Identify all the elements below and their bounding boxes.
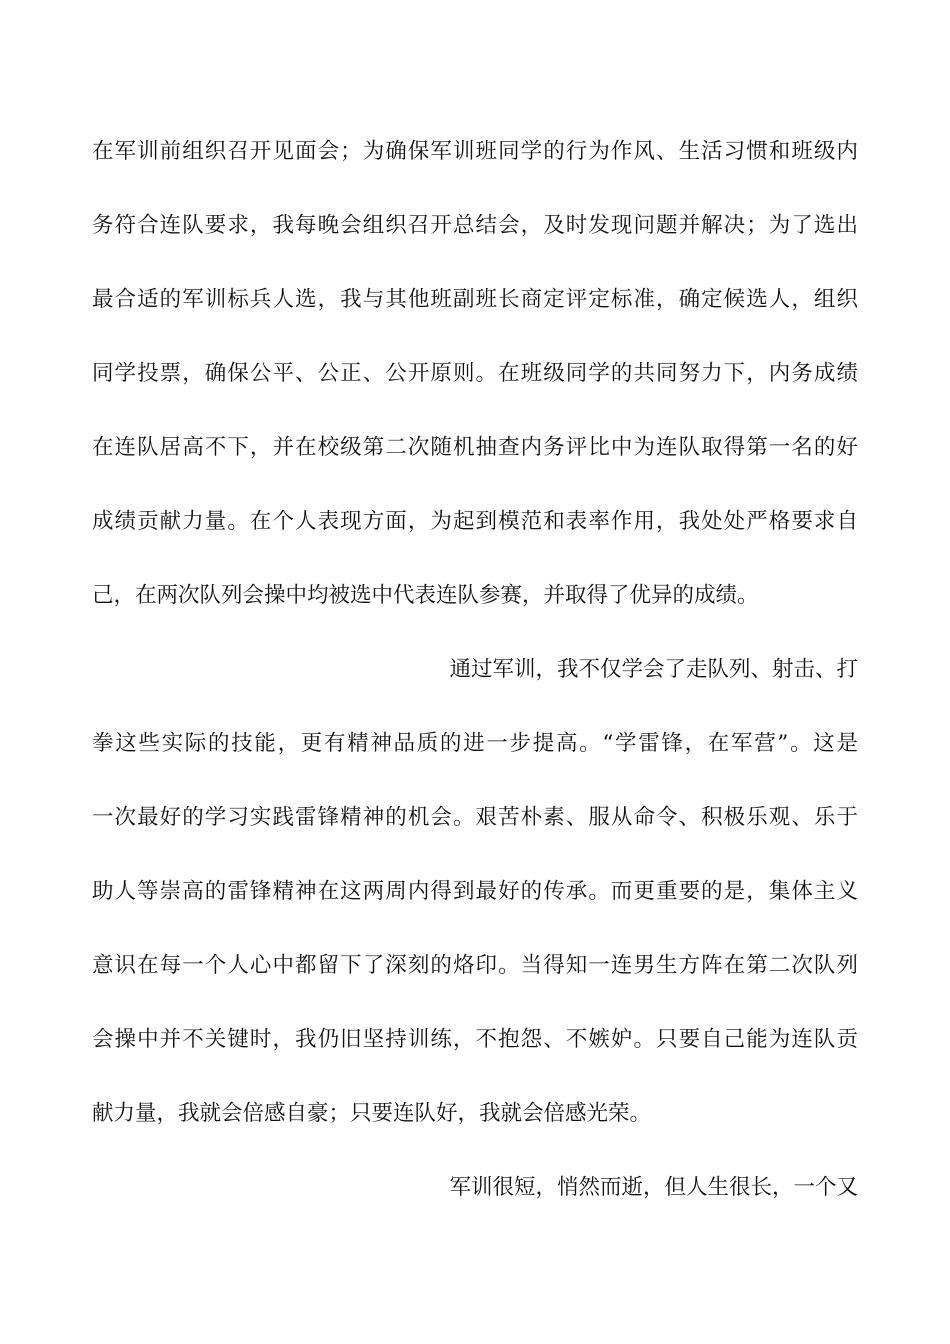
text-line-4: 同学投票，确保公平、公正、公开原则。在班级同学的共同努力下，内务成绩: [92, 361, 858, 386]
text-line-3: 最合适的军训标兵人选，我与其他班副班长商定评定标准，确定候选人，组织: [92, 287, 858, 312]
text-line-10: 一次最好的学习实践雷锋精神的机会。艰苦朴素、服从命令、积极乐观、乐于: [92, 805, 858, 830]
text-line-1: 在军训前组织召开见面会；为确保军训班同学的行为作风、生活习惯和班级内: [92, 139, 858, 164]
text-line-2: 务符合连队要求，我每晚会组织召开总结会，及时发现问题并解决；为了选出: [92, 213, 858, 238]
text-line-6: 成绩贡献力量。在个人表现方面，为起到模范和表率作用，我处处严格要求自: [92, 509, 858, 534]
text-line-5: 在连队居高不下，并在校级第二次随机抽查内务评比中为连队取得第一名的好: [92, 435, 858, 460]
text-line-7: 己，在两次队列会操中均被选中代表连队参赛，并取得了优异的成绩。: [92, 583, 759, 608]
text-line-11: 助人等崇高的雷锋精神在这两周内得到最好的传承。而更重要的是，集体主义: [92, 879, 858, 904]
text-line-9: 拳这些实际的技能，更有精神品质的进一步提高。“学雷锋，在军营”。这是: [92, 731, 858, 756]
text-line-13: 会操中并不关键时，我仍旧坚持训练，不抱怨、不嫉妒。只要自己能为连队贡: [92, 1027, 858, 1052]
text-line-14: 献力量，我就会倍感自豪；只要连队好，我就会倍感光荣。: [92, 1101, 652, 1126]
text-line-8: 通过军训，我不仅学会了走队列、射击、打: [449, 657, 858, 682]
text-line-12: 意识在每一个人心中都留下了深刻的烙印。当得知一连男生方阵在第二次队列: [92, 953, 858, 978]
text-line-15: 军训很短，悄然而逝，但人生很长，一个又: [449, 1175, 858, 1200]
